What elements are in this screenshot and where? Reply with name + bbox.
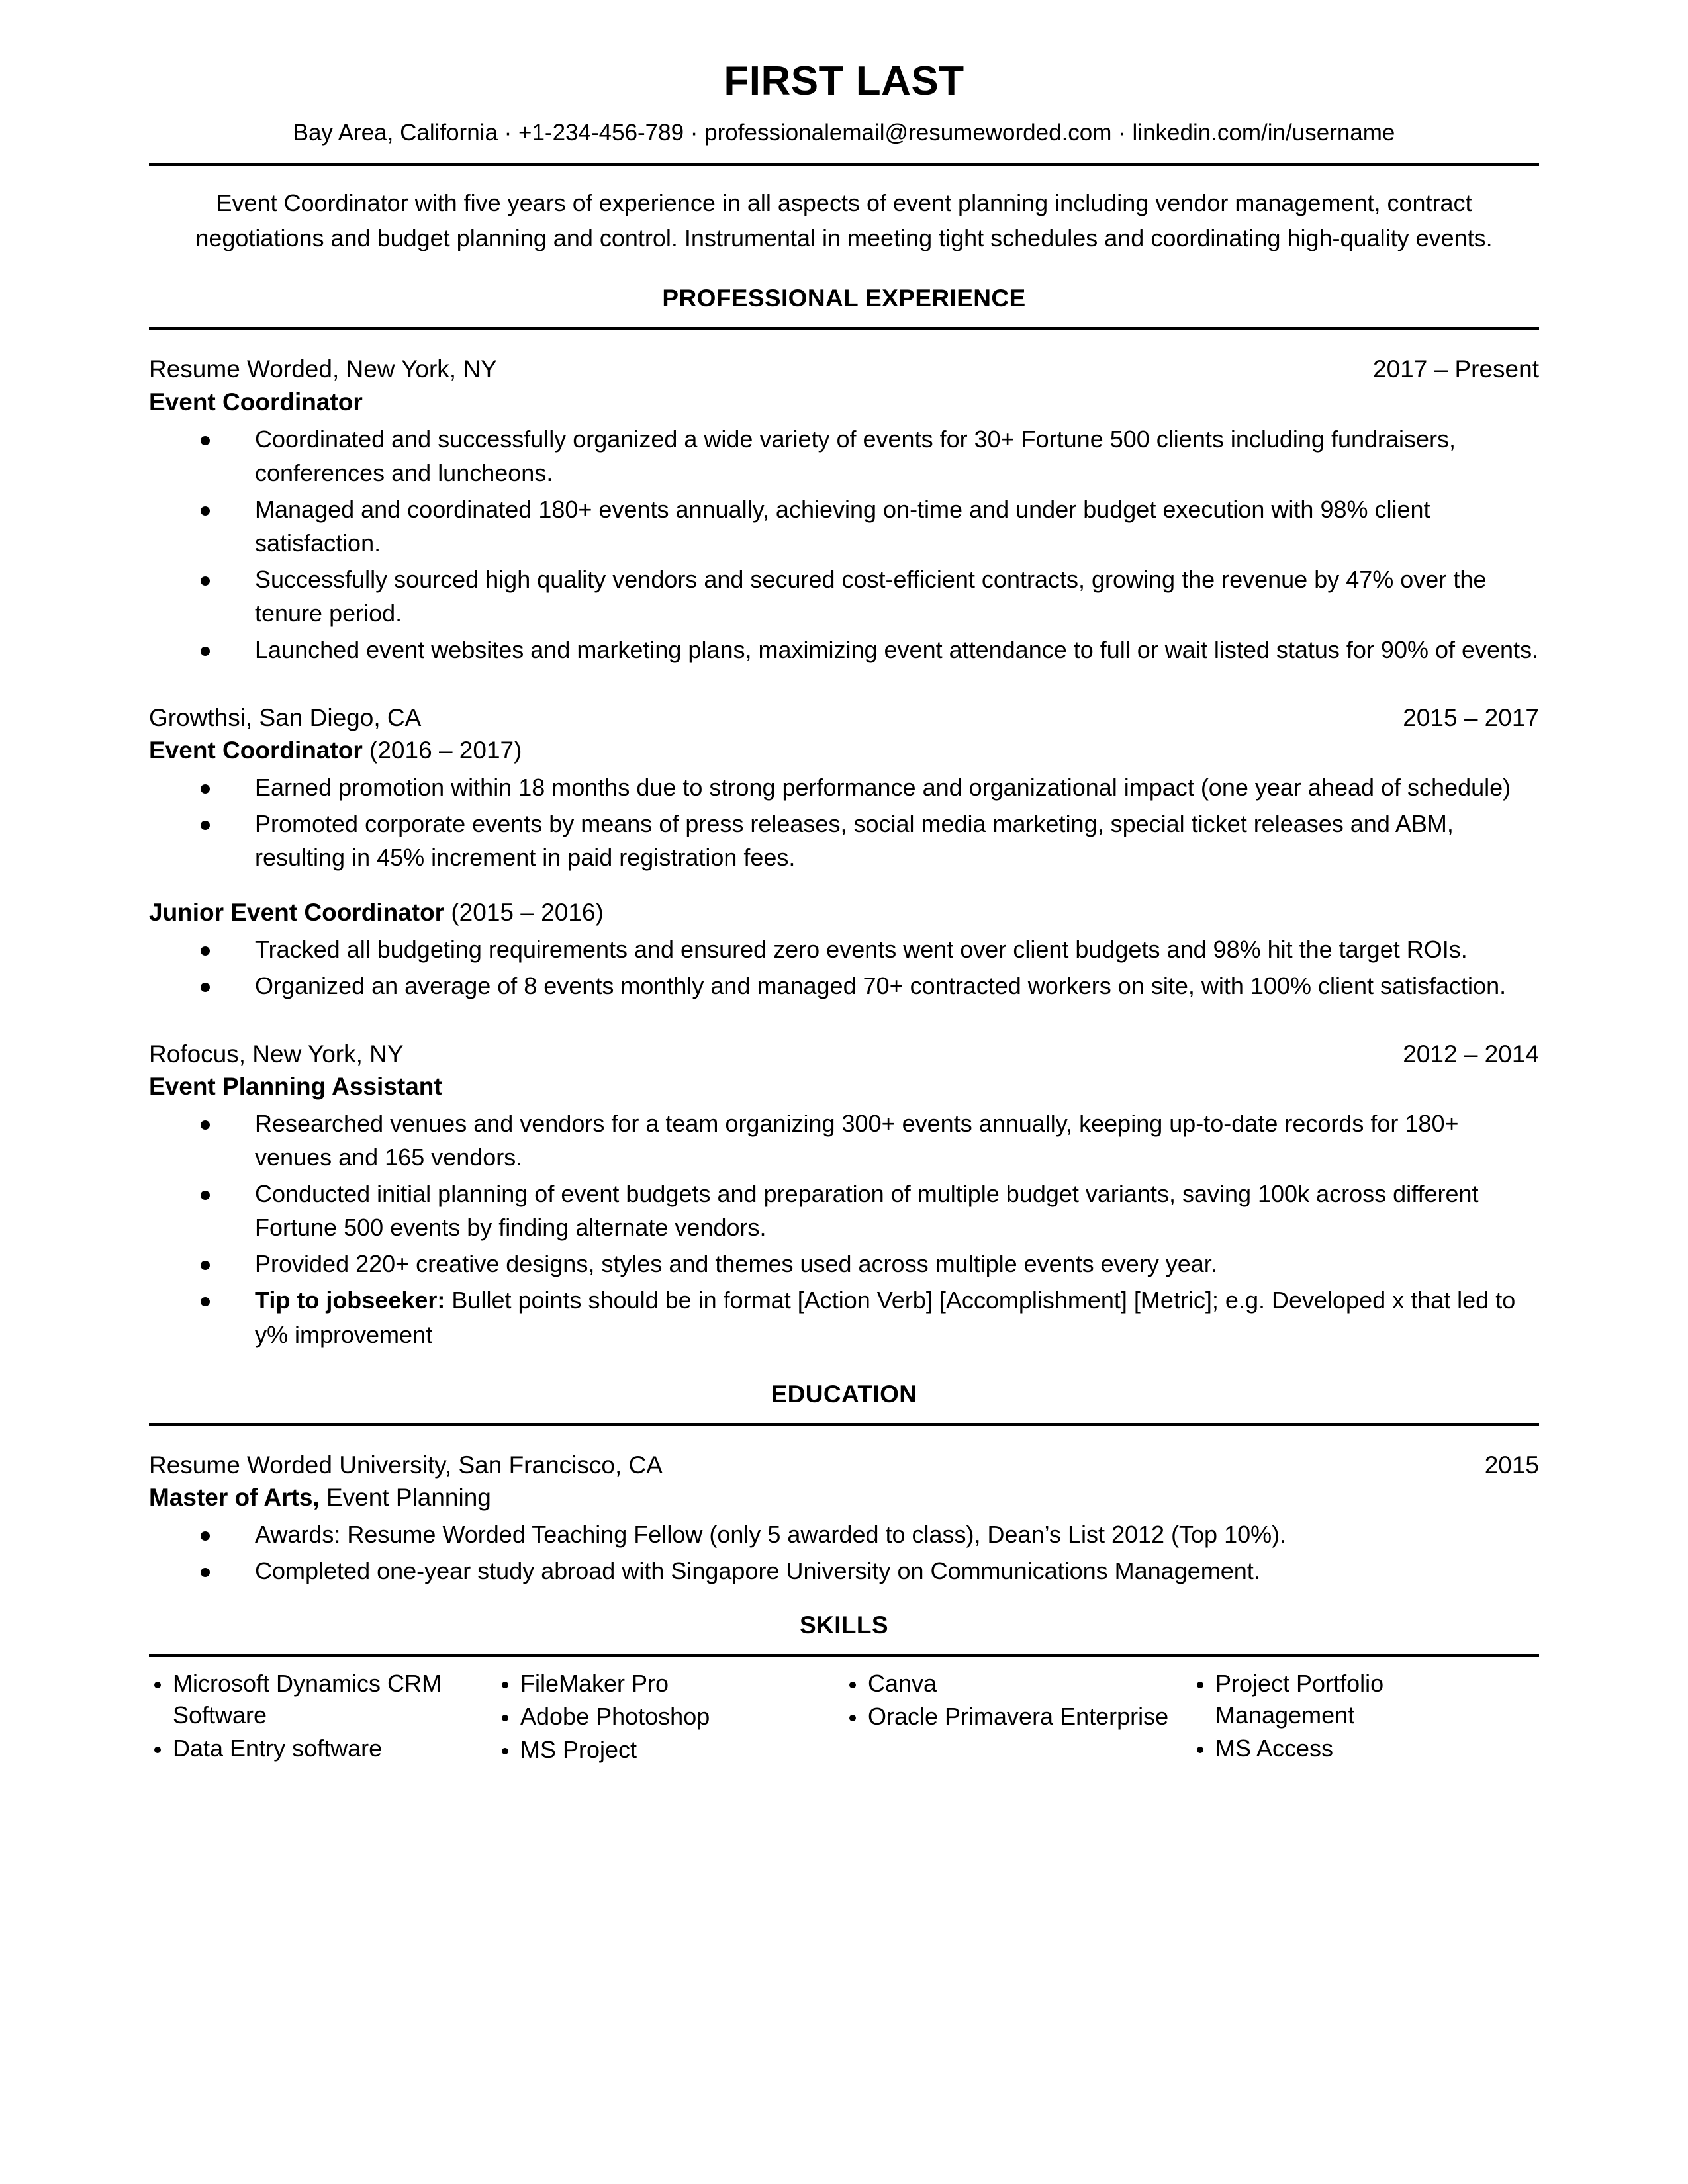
education-bullet: Awards: Resume Worded Teaching Fellow (only 5 awarded to class), Dean’s List 2012 (Top 10%). (149, 1518, 1539, 1551)
job-bullet: Researched venues and vendors for a team organizing 300+ events annually, keeping up-to-date records for 180+ venues and 165 vendors. (149, 1107, 1539, 1174)
job-title-line (149, 1071, 1539, 1103)
job-bullet: Managed and coordinated 180+ events annually, achieving on-time and under budget execution with 98% client satisfaction. (149, 492, 1539, 560)
job-bullet-tip (149, 1283, 1539, 1351)
job-dates: 2012 – 2014 (1403, 1040, 1539, 1068)
skills-column-2 (844, 1668, 1192, 1767)
professional-summary: Event Coordinator with five years of experience in all aspects of event planning including vendor management, contract negotiations and budget planning and control. Instrumental in meeting tight schedules and coordinating high-quality events. (195, 189, 1493, 251)
section-heading-skills: SKILLS (800, 1612, 888, 1639)
education-bullet-list (149, 1518, 1539, 1588)
tip-text: Bullet points should be in format [Action Verb] [Accomplishment] [Metric]; e.g. Developed x that led to y% improvement (255, 1287, 1516, 1348)
education-school-line (149, 1450, 663, 1480)
education-school-comma: , (444, 1451, 452, 1479)
education-header (149, 1450, 1539, 1480)
sub-role-bullet-list (149, 933, 1539, 1003)
job-bullet-list (149, 1107, 1539, 1351)
job-bullet: Promoted corporate events by means of press releases, social media marketing, special ticket releases and ABM, resulting in 45% increment in paid registration fees. (149, 807, 1539, 874)
contact-line: Bay Area, California · +1-234-456-789 · professionalemail@resumeworded.com · linkedin.com/in/username (293, 120, 1395, 146)
job-header (149, 703, 1539, 733)
candidate-name: FIRST LAST (724, 58, 964, 104)
job-dates: 2017 – Present (1373, 355, 1539, 383)
education-degree-line (149, 1482, 1539, 1514)
skill-item: MS Project (496, 1734, 832, 1766)
skills-column-1 (496, 1668, 844, 1767)
job-bullet: Tracked all budgeting requirements and ensured zero events went over client budgets and 98% hit the target ROIs. (149, 933, 1539, 966)
education-field: Event Planning (319, 1483, 491, 1511)
job-bullet: Launched event websites and marketing plans, maximizing event attendance to full or wait listed status for 90% of events. (149, 633, 1539, 666)
job-bullet-list (149, 422, 1539, 667)
job-title: Event Coordinator (149, 736, 363, 764)
job-title: Event Coordinator (149, 388, 363, 416)
experience-divider (149, 327, 1539, 330)
job-header (149, 1039, 1539, 1069)
sub-role-title: Junior Event Coordinator (149, 899, 445, 927)
skill-item: Adobe Photoshop (496, 1701, 832, 1733)
job-company: Rofocus, New York, NY (149, 1040, 404, 1068)
job-company: Resume Worded, New York, NY (149, 355, 497, 383)
skill-item: Microsoft Dynamics CRM Software (149, 1668, 485, 1731)
experience-entry-1 (149, 703, 1539, 1003)
job-bullet-list (149, 770, 1539, 874)
tip-label: Tip to jobseeker: (255, 1287, 445, 1314)
job-bullet: Organized an average of 8 events monthly and managed 70+ contracted workers on site, with 100% client satisfaction. (149, 969, 1539, 1003)
education-dates: 2015 (1484, 1451, 1539, 1479)
section-heading-education: EDUCATION (771, 1380, 917, 1408)
job-title-span: (2016 – 2017) (362, 736, 522, 764)
skill-item: Data Entry software (149, 1733, 485, 1764)
job-title-line (149, 387, 1539, 418)
job-bullet: Earned promotion within 18 months due to strong performance and organizational impact (one year ahead of schedule) (149, 770, 1539, 804)
skill-item: Oracle Primavera Enterprise (844, 1701, 1180, 1733)
skills-grid (149, 1668, 1539, 1767)
job-bullet: Provided 220+ creative designs, styles and themes used across multiple events every year. (149, 1247, 1539, 1281)
skills-divider (149, 1654, 1539, 1657)
job-title: Event Planning Assistant (149, 1072, 442, 1100)
education-degree: Master of Arts, (149, 1483, 320, 1511)
job-bullet: Conducted initial planning of event budgets and preparation of multiple budget variants, saving 100k across different Fortune 500 events by finding alternate vendors. (149, 1177, 1539, 1244)
skill-item: MS Access (1192, 1733, 1527, 1764)
section-heading-experience: PROFESSIONAL EXPERIENCE (662, 285, 1026, 312)
skills-column-3 (1192, 1668, 1539, 1767)
job-header (149, 354, 1539, 385)
header-divider (149, 163, 1539, 166)
experience-entry-2 (149, 1039, 1539, 1351)
job-bullet: Successfully sourced high quality vendors and secured cost-efficient contracts, growing the revenue by 47% over the tenure period. (149, 563, 1539, 630)
skill-item: Project Portfolio Management (1192, 1668, 1527, 1731)
education-divider (149, 1423, 1539, 1426)
resume-header (149, 60, 1539, 148)
job-company: Growthsi, San Diego, CA (149, 704, 422, 731)
skill-item: Canva (844, 1668, 1180, 1700)
job-dates: 2015 – 2017 (1403, 704, 1539, 731)
education-location: San Francisco, CA (451, 1451, 663, 1479)
job-bullet: Coordinated and successfully organized a wide variety of events for 30+ Fortune 500 clients including fundraisers, conferences and luncheons. (149, 422, 1539, 490)
skill-item: FileMaker Pro (496, 1668, 832, 1700)
job-title-line (149, 735, 1539, 766)
sub-role-title-line (149, 897, 1539, 929)
education-entry-0 (149, 1450, 1539, 1588)
experience-entry-0 (149, 354, 1539, 666)
sub-role-title-span: (2015 – 2016) (444, 899, 604, 927)
education-bullet: Completed one-year study abroad with Singapore University on Communications Management. (149, 1554, 1539, 1588)
education-school: Resume Worded University (149, 1451, 445, 1479)
skills-column-0 (149, 1668, 496, 1767)
